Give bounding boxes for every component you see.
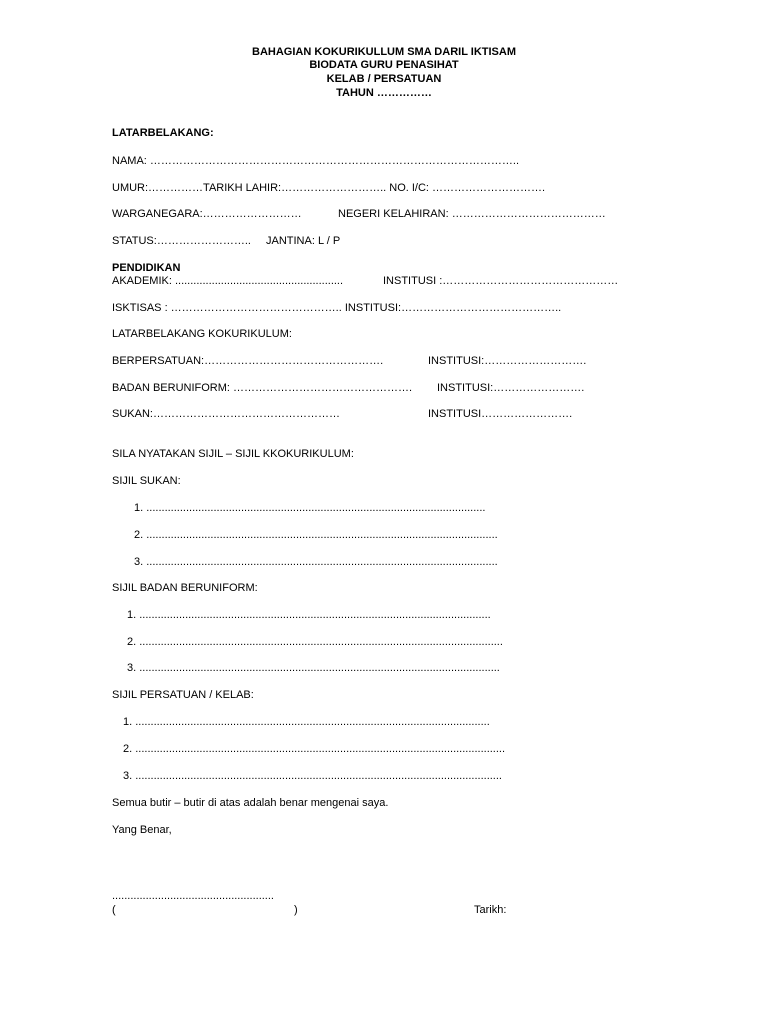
name-paren-open: ( bbox=[112, 904, 116, 916]
status-field: STATUS:…………………….. bbox=[112, 235, 251, 247]
sijil-badan-item: 2. ....................................................................................................................... bbox=[127, 636, 503, 648]
header-kelab: KELAB / PERSATUAN bbox=[326, 73, 442, 85]
negeri-kelahiran-field: NEGERI KELAHIRAN: …………………………………… bbox=[338, 208, 606, 220]
badan-institusi-field: INSTITUSI:……………………. bbox=[437, 382, 585, 394]
sijil-intro: SILA NYATAKAN SIJIL – SIJIL KKOKURIKULUM: bbox=[112, 448, 354, 460]
sijil-sukan-heading: SIJIL SUKAN: bbox=[112, 475, 181, 487]
berpersatuan-institusi-field: INSTITUSI:………………………. bbox=[428, 355, 587, 367]
akademik-field: AKADEMIK: ....................................................... bbox=[112, 275, 344, 287]
tarikh-label: Tarikh: bbox=[474, 904, 507, 916]
isktisas-field: ISKTISAS : ……………………………………….. INSTITUSI:…………………………………….. bbox=[112, 302, 562, 314]
sijil-kelab-heading: SIJIL PERSATUAN / KELAB: bbox=[112, 689, 254, 701]
yang-benar-text: Yang Benar, bbox=[112, 824, 172, 836]
berpersatuan-field: BERPERSATUAN:…………………………………………. bbox=[112, 355, 384, 367]
latarbelakang-heading: LATARBELAKANG: bbox=[112, 127, 214, 139]
jantina-field: JANTINA: L / P bbox=[266, 235, 341, 247]
sukan-institusi-field: INSTITUSI……………………. bbox=[428, 408, 573, 420]
sijil-kelab-item: 3. ........................................................................................................................ bbox=[123, 770, 502, 782]
sijil-sukan-item: 2. ................................................................................................................... bbox=[134, 529, 498, 541]
sijil-sukan-item: 1. ............................................................................................................... bbox=[134, 502, 486, 514]
sijil-badan-item: 1. ................................................................................................................... bbox=[127, 609, 491, 621]
sijil-kelab-item: 2. ......................................................................................................................... bbox=[123, 743, 506, 755]
declaration-text: Semua butir – butir di atas adalah benar mengenai saya. bbox=[112, 797, 389, 809]
sijil-kelab-item: 1. .................................................................................................................... bbox=[123, 716, 490, 728]
header-tahun: TAHUN …………… bbox=[336, 87, 432, 99]
kokurikulum-heading: LATARBELAKANG KOKURIKULUM: bbox=[112, 328, 292, 340]
warganegara-field: WARGANEGARA:……………………… bbox=[112, 208, 302, 220]
sijil-badan-heading: SIJIL BADAN BERUNIFORM: bbox=[112, 582, 258, 594]
sijil-sukan-item: 3. ................................................................................................................... bbox=[134, 556, 498, 568]
name-paren-close: ) bbox=[294, 904, 298, 916]
sijil-badan-item: 3. ...................................................................................................................... bbox=[127, 662, 500, 674]
header-school: BAHAGIAN KOKURIKULLUM SMA DARIL IKTISAM bbox=[252, 46, 516, 58]
umur-field: UMUR:……………TARIKH LAHIR:……………………….. NO. I/C: …………………………. bbox=[112, 182, 546, 194]
badan-beruniform-field: BADAN BERUNIFORM: …………………………………………. bbox=[112, 382, 413, 394]
sukan-field: SUKAN:…………………………………………… bbox=[112, 408, 340, 420]
signature-line: ..................................................... bbox=[112, 890, 274, 902]
pendidikan-heading: PENDIDIKAN bbox=[112, 262, 181, 274]
akademik-institusi-field: INSTITUSI :………………………………………… bbox=[383, 275, 619, 287]
header-biodata: BIODATA GURU PENASIHAT bbox=[309, 59, 459, 71]
nama-field: NAMA: ……………………………………………………………………………………….. bbox=[112, 155, 520, 167]
